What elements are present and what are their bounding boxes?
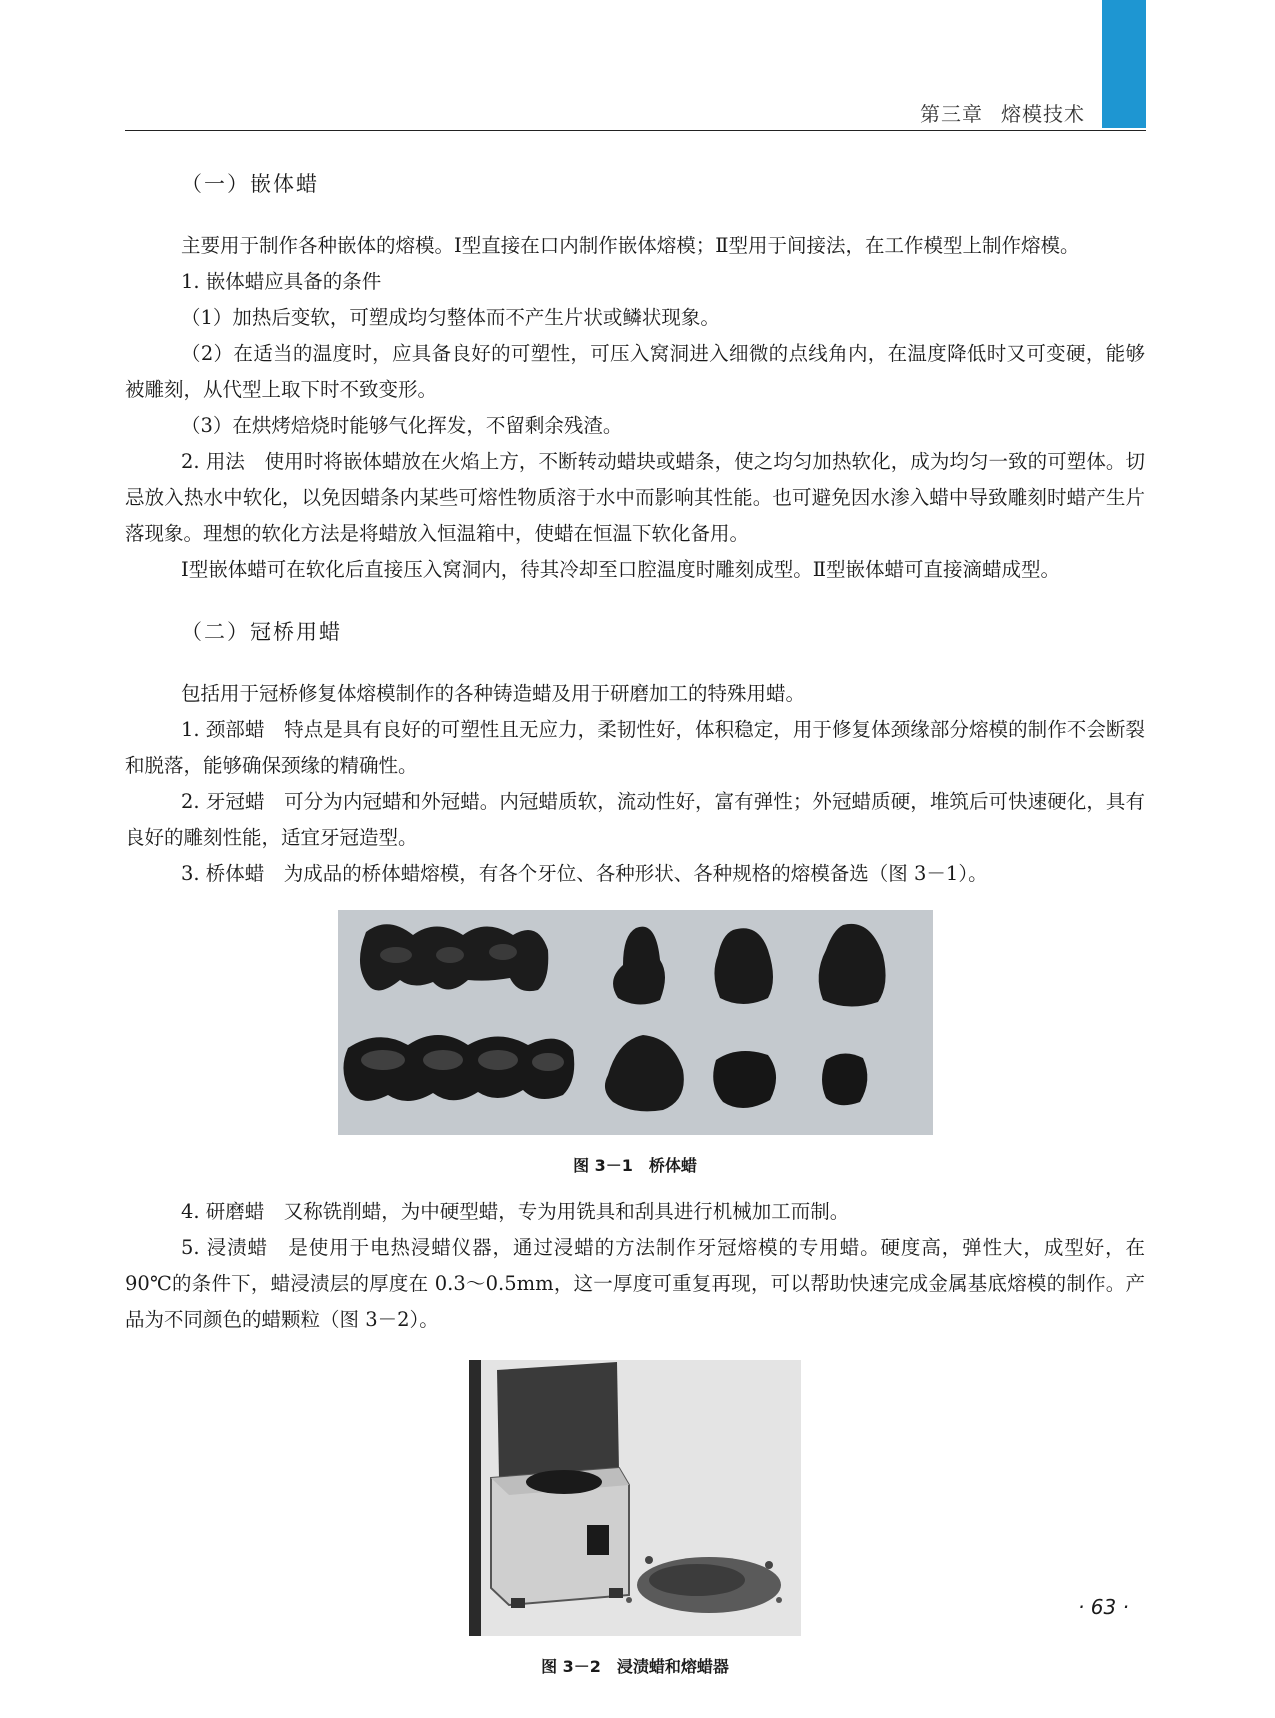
paragraph: 主要用于制作各种嵌体的熔模。Ⅰ型直接在口内制作嵌体熔模；Ⅱ型用于间接法，在工作模型上制作熔模。 [181,234,1080,257]
page-number: · 63 · [1078,1595,1129,1619]
bridge-wax-illustration [338,910,933,1135]
paragraph: （1）加热后变软，可塑成均匀整体而不产生片状或鳞状现象。 [181,306,720,329]
paragraph: 5. 浸渍蜡 是使用于电热浸蜡仪器，通过浸蜡的方法制作牙冠熔模的专用蜡。硬度高，弹性大，成型好，在 90℃的条件下，蜡浸渍层的厚度在 0.3～0.5mm，这一厚度可重复再现，可以帮助快速完成金属基底熔模的制作。产品为不同颜色的蜡颗粒（图 3－2）。 [125,1236,1145,1331]
paragraph: 3. 桥体蜡 为成品的桥体蜡熔模，有各个牙位、各种形状、各种规格的熔模备选（图 3－1）。 [181,862,988,885]
paragraph: （3）在烘烤焙烧时能够气化挥发，不留剩余残渣。 [181,414,623,437]
dipping-wax-photo [469,1360,801,1636]
chapter-number: 第三章 [920,102,983,126]
figure-2-number: 图 3－2 [541,1657,601,1676]
paragraph: 包括用于冠桥修复体熔模制作的各种铸造蜡及用于研磨加工的特殊用蜡。 [181,682,806,705]
figure-2-caption [125,1654,1145,1677]
page-content [125,168,1145,1695]
figure-1-title: 桥体蜡 [648,1156,697,1175]
paragraph: Ⅰ型嵌体蜡可在软化后直接压入窝洞内，待其冷却至口腔温度时雕刻成型。Ⅱ型嵌体蜡可直接滴蜡成型。 [181,558,1060,581]
chapter-tab [1102,0,1146,128]
header-rule [125,130,1146,131]
chapter-title: 熔模技术 [1001,102,1085,126]
running-head [902,98,1085,127]
paragraph: 4. 研磨蜡 又称铣削蜡，为中硬型蜡，专为用铣具和刮具进行机械加工而制。 [181,1200,850,1223]
figure-1-number: 图 3－1 [573,1156,633,1175]
figure-1 [125,910,1145,1135]
figure-2 [125,1360,1145,1636]
paragraph: 2. 用法 使用时将嵌体蜡放在火焰上方，不断转动蜡块或蜡条，使之均匀加热软化，成为均匀一致的可塑体。切忌放入热水中软化，以免因蜡条内某些可熔性物质溶于水中而影响其性能。也可避免因水渗入蜡中导致雕刻时蜡产生片落现象。理想的软化方法是将蜡放入恒温箱中，使蜡在恒温下软化备用。 [125,450,1145,545]
figure-1-caption [125,1153,1145,1176]
paragraph: （2）在适当的温度时，应具备良好的可塑性，可压入窝洞进入细微的点线角内，在温度降低时又可变硬，能够被雕刻，从代型上取下时不致变形。 [125,342,1145,401]
paragraph: 1. 颈部蜡 特点是具有良好的可塑性且无应力，柔韧性好，体积稳定，用于修复体颈缘部分熔模的制作不会断裂和脱落，能够确保颈缘的精确性。 [125,718,1145,777]
bridge-wax-photo [338,910,933,1135]
section-heading-crown-bridge-wax: （二）冠桥用蜡 [181,620,342,644]
wax-heater-illustration [469,1360,801,1636]
paragraph: 2. 牙冠蜡 可分为内冠蜡和外冠蜡。内冠蜡质软，流动性好，富有弹性；外冠蜡质硬，堆筑后可快速硬化，具有良好的雕刻性能，适宜牙冠造型。 [125,790,1145,849]
figure-2-title: 浸渍蜡和熔蜡器 [616,1657,729,1676]
paragraph: 1. 嵌体蜡应具备的条件 [181,270,382,293]
section-heading-inlay-wax: （一）嵌体蜡 [181,172,319,196]
